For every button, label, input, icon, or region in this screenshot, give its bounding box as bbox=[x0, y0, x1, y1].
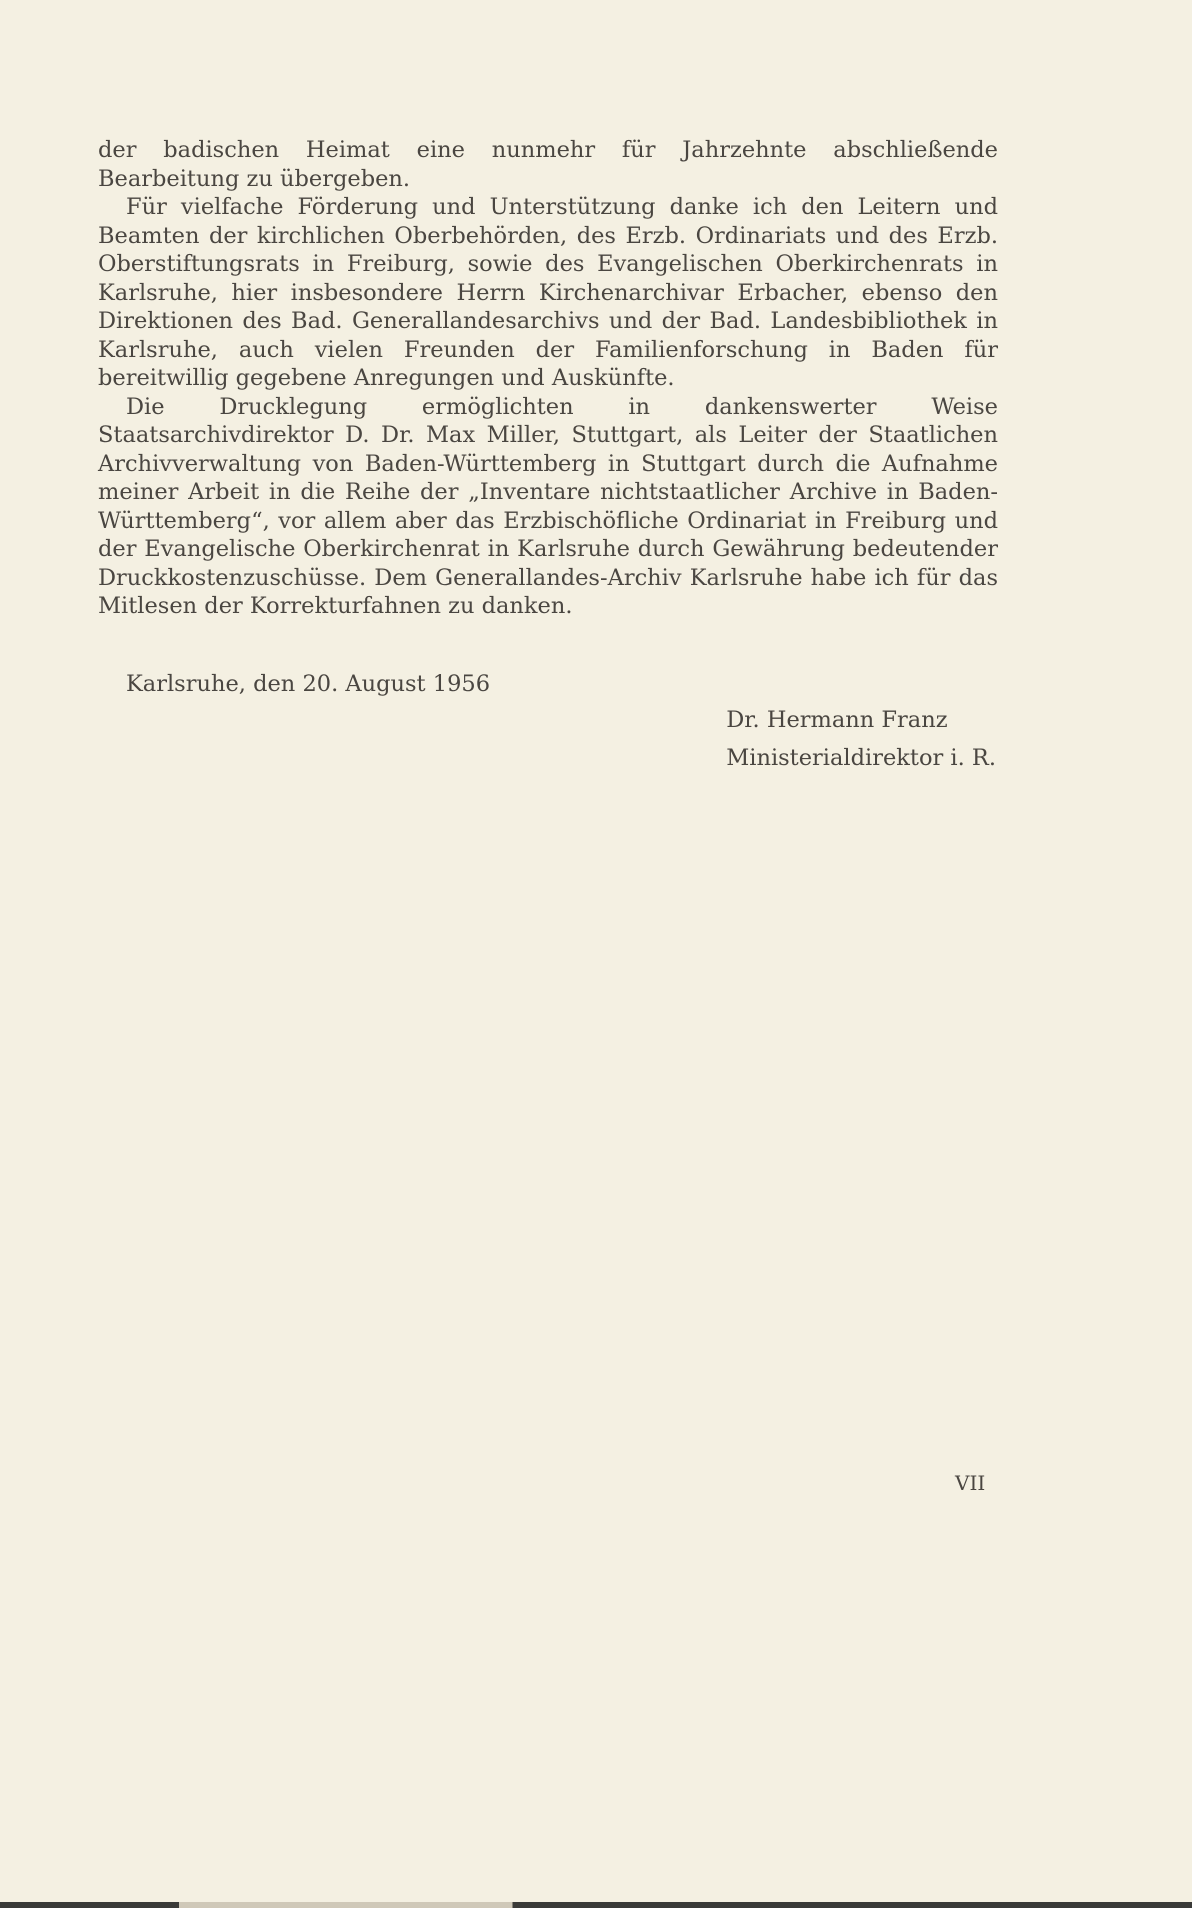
paragraph-acknowledgements: Für vielfache Förderung und Unterstützung danke ich den Leitern und Beamten der kirchlichen Oberbehörden, des Erzb. Ordinariats und des Erzb. Oberstiftungsrats in Freiburg, sowie des Evangelischen Oberkirchenrats in Karlsruhe, hier insbesondere Herrn Kirchenarchivar Erbacher, ebenso den Direktionen des Bad. Generallandesarchivs und der Bad. Landesbibliothek in Karlsruhe, auch vielen Freunden der Familienforschung in Baden für bereitwillig gegebene Anregungen und Auskünfte. bbox=[98, 194, 998, 391]
paragraph-continuation: der badischen Heimat eine nunmehr für Jahrzehnte abschließende Bearbeitung zu übergeben. bbox=[98, 137, 998, 192]
body-text bbox=[98, 136, 998, 621]
scan-edge-divider bbox=[0, 1902, 1192, 1908]
paragraph-printing: Die Drucklegung ermöglichten in dankenswerter Weise Staatsarchivdirektor D. Dr. Max Miller, Stuttgart, als Leiter der Staatlichen Archivverwaltung von Baden-Württemberg in Stuttgart durch die Aufnahme meiner Arbeit in die Reihe der „Inventare nichtstaatlicher Archive in Baden-Württemberg“, vor allem aber das Erzbischöfliche Ordinariat in Freiburg und der Evangelische Oberkirchenrat in Karlsruhe durch Gewährung bedeutender Druckkostenzuschüsse. Dem Generallandes-Archiv Karlsruhe habe ich für das Mitlesen der Korrekturfahnen zu danken. bbox=[98, 393, 998, 619]
signature-title: Ministerialdirektor i. R. bbox=[726, 745, 996, 771]
dateline: Karlsruhe, den 20. August 1956 bbox=[126, 671, 491, 697]
signature-block bbox=[726, 701, 996, 777]
page-number: VII bbox=[955, 1471, 986, 1495]
signature-name: Dr. Hermann Franz bbox=[726, 707, 948, 733]
